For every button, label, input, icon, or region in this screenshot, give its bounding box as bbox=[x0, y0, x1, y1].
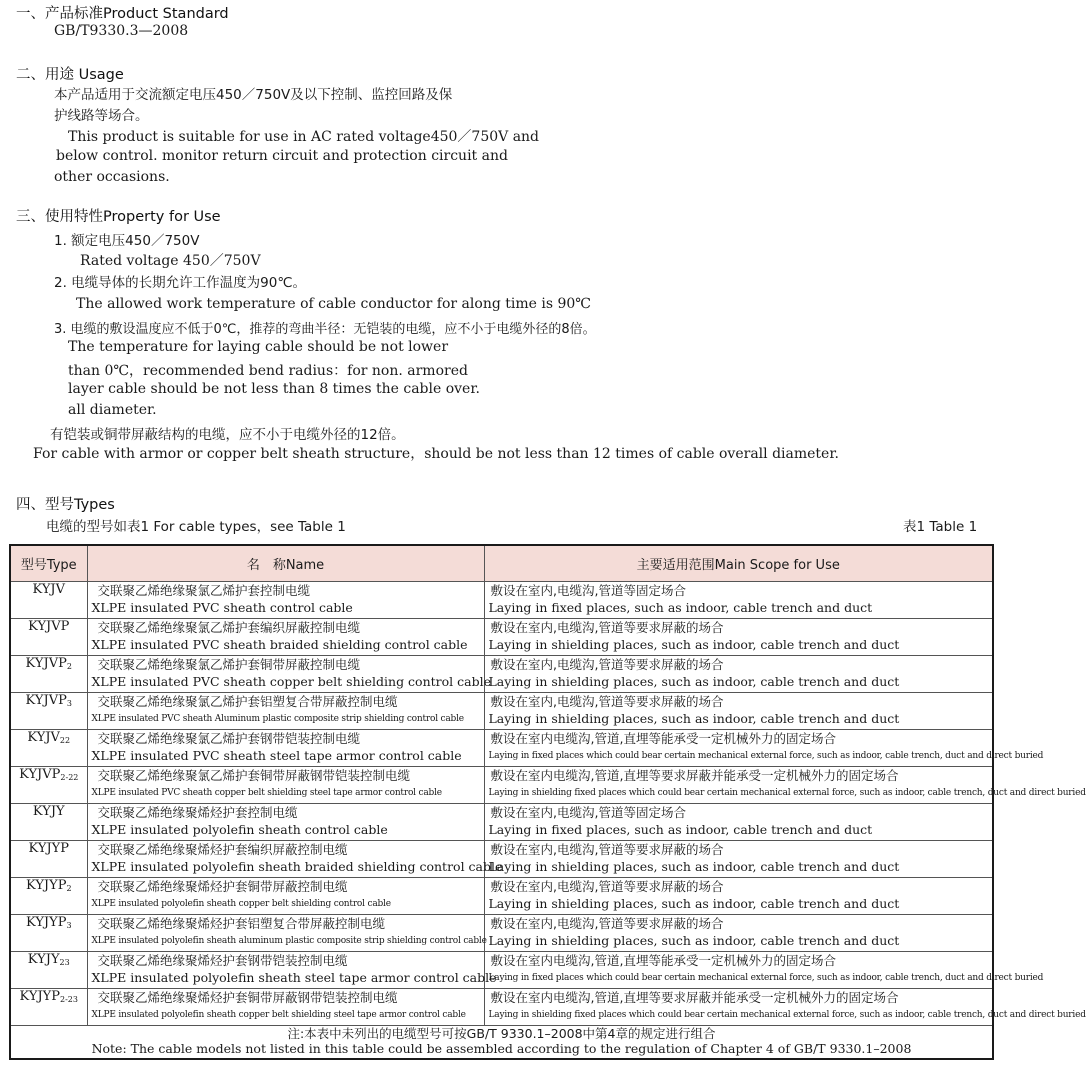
cell-scope bbox=[484, 730, 1044, 767]
type-code-subscript: 2-23 bbox=[60, 995, 78, 1004]
cell-name bbox=[87, 730, 484, 767]
usage-en-line3: other occasions. bbox=[54, 169, 170, 185]
name-en: XLPE insulated polyolefin sheath steel tape armor control cable bbox=[91, 970, 497, 985]
cell-scope bbox=[484, 841, 993, 878]
cell-scope bbox=[484, 767, 1086, 804]
name-zh: 交联聚乙烯绝缘聚氯乙烯护套铜带屏蔽钢带铠装控制电缆 bbox=[97, 768, 411, 783]
scope-zh: 敷设在室内电缆沟,管道,直埋等要求屏蔽并能承受一定机械外力的固定场合 bbox=[490, 768, 899, 783]
cell-scope bbox=[484, 693, 993, 730]
scope-zh: 敷设在室内电缆沟,管道,直埋等能承受一定机械外力的固定场合 bbox=[490, 953, 836, 968]
scope-zh: 敷设在室内,电缆沟,管道等要求屏蔽的场合 bbox=[490, 694, 724, 709]
table-row bbox=[10, 804, 993, 841]
cell-scope bbox=[484, 582, 993, 619]
name-en: XLPE insulated PVC sheath braided shielding control cable bbox=[91, 637, 468, 652]
cell-name bbox=[87, 952, 497, 989]
cell-type bbox=[10, 804, 87, 841]
name-zh: 交联聚乙烯绝缘聚烯烃护套铜带屏蔽钢带铠装控制电缆 bbox=[97, 990, 398, 1005]
name-en: XLPE insulated polyolefin sheath copper belt shielding steel tape armor control cable bbox=[91, 1010, 466, 1020]
name-en: XLPE insulated polyolefin sheath control cable bbox=[91, 822, 388, 837]
cell-type bbox=[10, 619, 87, 656]
property-item3-en4: all diameter. bbox=[68, 402, 157, 418]
name-en: XLPE insulated PVC sheath steel tape armor control cable bbox=[91, 748, 462, 763]
header-name: 名 称Name bbox=[87, 545, 484, 582]
property-armor-en: For cable with armor or copper belt sheath structure，should be not less than 12 times of cable overall diameter. bbox=[33, 446, 839, 462]
type-code-subscript: 2 bbox=[66, 662, 72, 671]
property-armor-zh: 有铠装或铜带屏蔽结构的电缆，应不小于电缆外径的12倍。 bbox=[50, 427, 405, 443]
name-en: XLPE insulated PVC sheath control cable bbox=[91, 600, 353, 615]
scope-zh: 敷设在室内,电缆沟,管道等固定场合 bbox=[490, 583, 686, 598]
table-caption: 表1 Table 1 bbox=[903, 519, 978, 535]
name-zh: 交联聚乙烯绝缘聚烯烃护套铝塑复合带屏蔽控制电缆 bbox=[97, 916, 386, 931]
name-en: XLPE insulated PVC sheath copper belt shielding steel tape armor control cable bbox=[91, 788, 442, 798]
type-code: KYJY bbox=[32, 804, 65, 819]
scope-zh: 敷设在室内,电缆沟,管道等要求屏蔽的场合 bbox=[490, 842, 724, 857]
header-scope: 主要适用范围Main Scope for Use bbox=[484, 545, 993, 582]
type-code: KYJV bbox=[32, 582, 66, 597]
table-row bbox=[10, 730, 993, 767]
table-row bbox=[10, 582, 993, 619]
usage-en-line2: below control. monitor return circuit and protection circuit and bbox=[56, 148, 508, 164]
cell-type bbox=[10, 952, 87, 989]
property-item2-zh: 2. 电缆导体的长期允许工作温度为90℃。 bbox=[54, 275, 307, 291]
cell-type bbox=[10, 693, 87, 730]
name-zh: 交联聚乙烯绝缘聚烯烃护套钢带铠装控制电缆 bbox=[97, 953, 348, 968]
type-code: KYJYP bbox=[25, 915, 67, 930]
scope-zh: 敷设在室内,电缆沟,管道等固定场合 bbox=[490, 805, 686, 820]
table-row bbox=[10, 841, 993, 878]
name-zh: 交联聚乙烯绝缘聚氯乙烯护套编织屏蔽控制电缆 bbox=[97, 620, 361, 635]
cell-name bbox=[87, 804, 484, 841]
cell-type bbox=[10, 656, 87, 693]
cell-name bbox=[87, 989, 484, 1026]
cell-scope bbox=[484, 804, 993, 841]
section-heading-standard: 一、产品标准Product Standard bbox=[16, 6, 229, 22]
cell-scope bbox=[484, 878, 993, 915]
table-row bbox=[10, 693, 993, 730]
scope-zh: 敷设在室内电缆沟,管道,直埋等能承受一定机械外力的固定场合 bbox=[490, 731, 836, 746]
standard-value: GB/T9330.3—2008 bbox=[54, 23, 189, 39]
scope-en: Laying in shielding places, such as indoor, cable trench and duct bbox=[488, 674, 900, 689]
property-item1-en: Rated voltage 450／750V bbox=[80, 253, 261, 269]
scope-zh: 敷设在室内,电缆沟,管道等要求屏蔽的场合 bbox=[490, 620, 724, 635]
table-row bbox=[10, 915, 993, 952]
cell-scope bbox=[484, 656, 993, 693]
usage-en-line1: This product is suitable for use in AC rated voltage450／750V and bbox=[68, 129, 540, 145]
section-heading-property: 三、使用特性Property for Use bbox=[16, 209, 221, 225]
scope-zh: 敷设在室内,电缆沟,管道等要求屏蔽的场合 bbox=[490, 879, 724, 894]
header-type: 型号Type bbox=[10, 545, 87, 582]
name-en: XLPE insulated PVC sheath Aluminum plastic composite strip shielding control cable bbox=[91, 714, 464, 724]
cell-type bbox=[10, 582, 87, 619]
property-item3-en1: The temperature for laying cable should be not lower bbox=[68, 339, 449, 355]
name-zh: 交联聚乙烯绝缘聚氯乙烯护套钢带铠装控制电缆 bbox=[97, 731, 361, 746]
type-code-subscript: 23 bbox=[59, 958, 70, 967]
type-code: KYJVP bbox=[28, 619, 70, 634]
type-code: KYJVP bbox=[25, 656, 67, 671]
table-row bbox=[10, 619, 993, 656]
cell-name bbox=[87, 693, 484, 730]
cell-scope bbox=[484, 952, 1044, 989]
scope-en: Laying in shielding places, such as indoor, cable trench and duct bbox=[488, 711, 900, 726]
section-heading-types: 四、型号Types bbox=[16, 497, 115, 513]
name-en: XLPE insulated PVC sheath copper belt shielding control cable bbox=[91, 674, 491, 689]
name-zh: 交联聚乙烯绝缘聚氯乙烯护套控制电缆 bbox=[97, 583, 311, 598]
cable-types-table bbox=[9, 544, 1086, 1060]
scope-en: Laying in fixed places, such as indoor, cable trench and duct bbox=[488, 600, 873, 615]
scope-en: Laying in fixed places which could bear certain mechanical external force, such as indoor, cable trench, duct and direct buried bbox=[488, 751, 1044, 761]
scope-zh: 敷设在室内电缆沟,管道,直埋等要求屏蔽并能承受一定机械外力的固定场合 bbox=[490, 990, 899, 1005]
cell-type bbox=[10, 915, 87, 952]
table-row bbox=[10, 952, 993, 989]
cell-name bbox=[87, 878, 484, 915]
scope-en: Laying in fixed places, such as indoor, cable trench and duct bbox=[488, 822, 873, 837]
name-zh: 交联聚乙烯绝缘聚氯乙烯护套铜带屏蔽控制电缆 bbox=[97, 657, 361, 672]
note-zh: 注:本表中未列出的电缆型号可按GB/T 9330.1–2008中第4章的规定进行组合 bbox=[287, 1026, 716, 1041]
table-row bbox=[10, 656, 993, 693]
usage-zh-line2: 护线路等场合。 bbox=[54, 108, 149, 124]
name-en: XLPE insulated polyolefin sheath copper belt shielding control cable bbox=[91, 899, 391, 909]
cell-type bbox=[10, 730, 87, 767]
table-note bbox=[10, 1026, 993, 1060]
property-item3-zh: 3. 电缆的敷设温度应不低于0℃，推荐的弯曲半径：无铠装的电缆，应不小于电缆外径的8倍。 bbox=[54, 322, 596, 337]
name-zh: 交联聚乙烯绝缘聚烯烃护套铜带屏蔽控制电缆 bbox=[97, 879, 348, 894]
type-code: KYJV bbox=[27, 730, 60, 745]
type-code-subscript: 2-22 bbox=[60, 773, 79, 782]
type-code: KYJY bbox=[27, 952, 60, 967]
name-en: XLPE insulated polyolefin sheath braided shielding control cable bbox=[91, 859, 503, 874]
type-code: KYJVP bbox=[19, 767, 61, 782]
name-zh: 交联聚乙烯绝缘聚烯烃护套控制电缆 bbox=[97, 805, 298, 820]
cell-scope bbox=[484, 619, 993, 656]
cell-type bbox=[10, 989, 87, 1026]
table-header-row bbox=[10, 545, 993, 582]
section-heading-usage: 二、用途 Usage bbox=[16, 67, 124, 83]
scope-en: Laying in fixed places which could bear certain mechanical external force, such as indoor, cable trench, duct and direct buried bbox=[488, 973, 1044, 983]
types-intro: 电缆的型号如表1 For cable types，see Table 1 bbox=[46, 519, 346, 535]
cell-name bbox=[87, 656, 491, 693]
usage-zh-line1: 本产品适用于交流额定电压450／750V及以下控制、监控回路及保 bbox=[54, 87, 453, 103]
cell-name bbox=[87, 582, 484, 619]
type-code: KYJYP bbox=[28, 841, 69, 856]
scope-en: Laying in shielding fixed places which could bear certain mechanical external force, such as indoor, cable trench, duct and direct buried bbox=[488, 788, 1086, 798]
cell-scope bbox=[484, 989, 1086, 1026]
property-item2-en: The allowed work temperature of cable conductor for along time is 90℃ bbox=[76, 296, 591, 312]
type-code: KYJVP bbox=[25, 693, 67, 708]
cell-type bbox=[10, 841, 87, 878]
table-row bbox=[10, 767, 993, 804]
cell-scope bbox=[484, 915, 993, 952]
name-zh: 交联聚乙烯绝缘聚烯烃护套编织屏蔽控制电缆 bbox=[97, 842, 348, 857]
type-code-subscript: 3 bbox=[66, 921, 72, 930]
scope-en: Laying in shielding places, such as indoor, cable trench and duct bbox=[488, 859, 900, 874]
type-code-subscript: 2 bbox=[66, 884, 72, 893]
scope-zh: 敷设在室内,电缆沟,管道等要求屏蔽的场合 bbox=[490, 916, 724, 931]
type-code: KYJYP bbox=[25, 878, 67, 893]
cell-name bbox=[87, 841, 503, 878]
cell-type bbox=[10, 878, 87, 915]
type-code-subscript: 22 bbox=[59, 736, 71, 745]
type-code: KYJYP bbox=[19, 989, 60, 1004]
scope-zh: 敷设在室内,电缆沟,管道等要求屏蔽的场合 bbox=[490, 657, 724, 672]
name-zh: 交联聚乙烯绝缘聚氯乙烯护套铝塑复合带屏蔽控制电缆 bbox=[97, 694, 398, 709]
scope-en: Laying in shielding places, such as indoor, cable trench and duct bbox=[488, 896, 900, 911]
cell-type bbox=[10, 767, 87, 804]
name-en: XLPE insulated polyolefin sheath aluminum plastic composite strip shielding control cable bbox=[91, 936, 487, 946]
scope-en: Laying in shielding places, such as indoor, cable trench and duct bbox=[488, 637, 900, 652]
property-item3-en2: than 0℃，recommended bend radius：for non. armored bbox=[68, 363, 468, 379]
cell-name bbox=[87, 619, 484, 656]
scope-en: Laying in shielding fixed places which could bear certain mechanical external force, such as indoor, cable trench, duct and direct buried bbox=[488, 1010, 1086, 1020]
cell-name bbox=[87, 915, 487, 952]
table-note-row bbox=[10, 1026, 993, 1060]
property-item1-zh: 1. 额定电压450／750V bbox=[54, 233, 200, 249]
property-item3-en3: layer cable should be not less than 8 times the cable over. bbox=[68, 381, 480, 397]
table-row bbox=[10, 989, 993, 1026]
cell-name bbox=[87, 767, 484, 804]
scope-en: Laying in shielding places, such as indoor, cable trench and duct bbox=[488, 933, 900, 948]
type-code-subscript: 3 bbox=[66, 699, 72, 708]
note-en: Note: The cable models not listed in this table could be assembled according to the regulation of Chapter 4 of GB/T 9330.1–2008 bbox=[91, 1041, 912, 1056]
table-row bbox=[10, 878, 993, 915]
